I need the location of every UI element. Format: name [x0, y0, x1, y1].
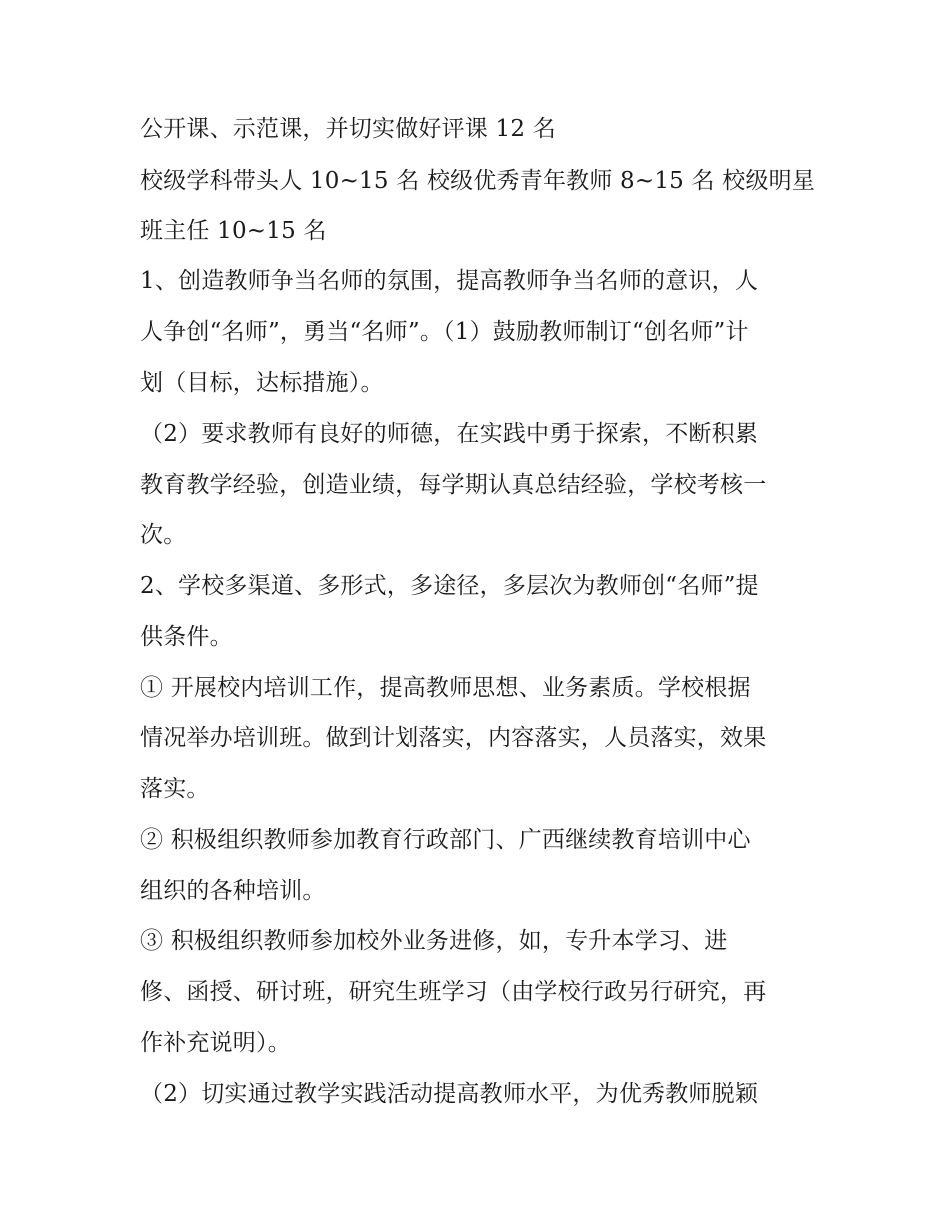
text-line: 修、函授、研讨班，研究生班学习（由学校行政另行研究，再: [140, 979, 767, 1005]
text-line: （2）要求教师有良好的师德，在实践中勇于探索，不断积累: [140, 421, 759, 447]
text-line: 组织的各种培训。: [140, 878, 326, 904]
text-line: 1、创造教师争当名师的氛围，提高教师争当名师的意识，人: [140, 268, 759, 294]
text-line: 情况举办培训班。做到计划落实，内容落实，人员落实，效果: [140, 725, 767, 751]
text-line: 落实。: [140, 776, 210, 802]
text-line: 次。: [140, 522, 187, 548]
text-line: 作补充说明）。: [140, 1030, 291, 1056]
text-line: ③ 积极组织教师参加校外业务进修，如，专升本学习、进: [140, 928, 728, 954]
text-line: 2、学校多渠道、多形式，多途径，多层次为教师创“名师”提: [140, 573, 759, 599]
text-line: 公开课、示范课，并切实做好评课 12 名: [140, 116, 556, 142]
text-line: 供条件。: [140, 624, 233, 650]
text-line: 划（目标，达标措施）。: [140, 370, 384, 396]
text-line: ② 积极组织教师参加教育行政部门、广西继续教育培训中心: [140, 827, 751, 853]
text-line: 校级学科带头人 10~15 名 校级优秀青年教师 8~15 名 校级明星: [140, 168, 816, 194]
text-line: 人争创“名师”，勇当“名师”。（1）鼓励教师制订“创名师”计: [140, 319, 749, 345]
text-line: ① 开展校内培训工作，提高教师思想、业务素质。学校根据: [140, 675, 751, 701]
text-line: 班主任 10~15 名: [140, 218, 327, 244]
text-line: 教育教学经验，创造业绩，每学期认真总结经验，学校考核一: [140, 472, 767, 498]
text-line: （2）切实通过教学实践活动提高教师水平，为优秀教师脱颖: [140, 1081, 759, 1107]
